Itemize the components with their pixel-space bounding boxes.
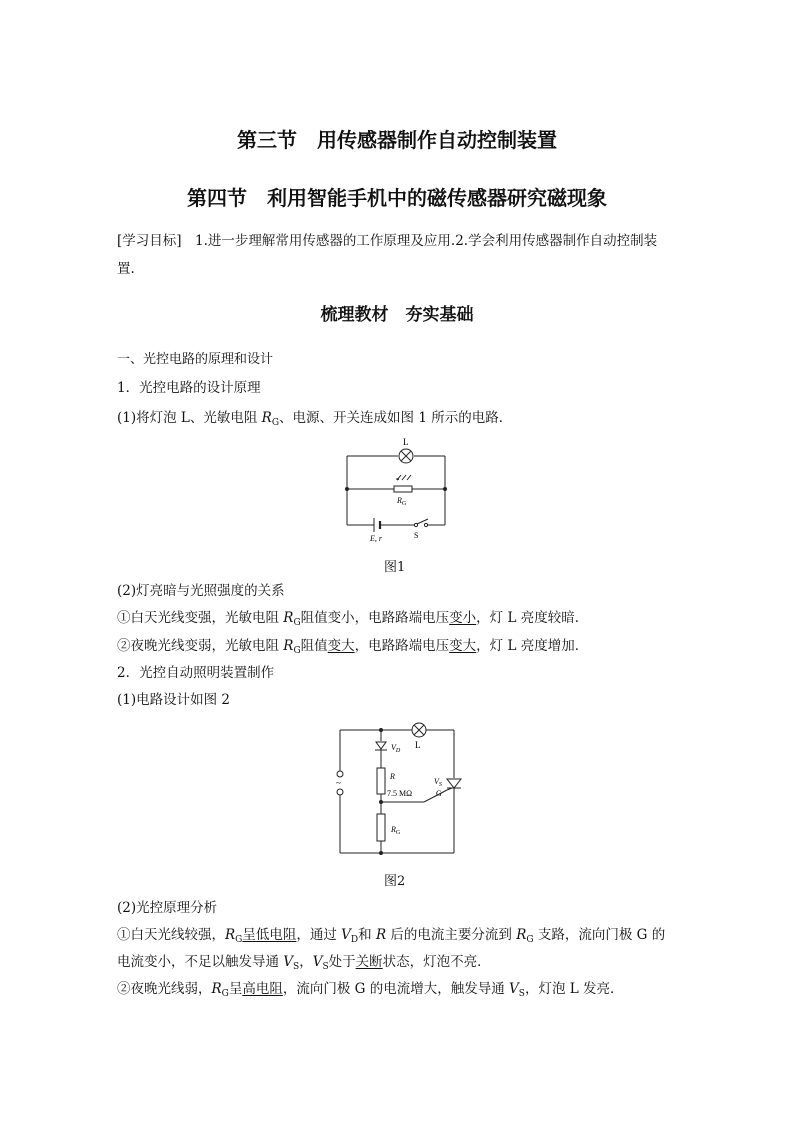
part1-heading: 一、光控电路的原理和设计: [117, 352, 274, 367]
junction-dot: [379, 728, 383, 732]
fig2-gate-label: G: [436, 789, 442, 798]
title-section-3: 第三节 用传感器制作自动控制装置: [237, 128, 557, 152]
lamp-icon: [412, 723, 426, 737]
fig1-switch-label: S: [414, 531, 419, 540]
fig1-lamp-label: L: [403, 437, 409, 447]
junction-dot: [443, 487, 447, 491]
resistor-icon: [377, 768, 385, 794]
junction-dot: [345, 487, 349, 491]
junction-dot: [379, 800, 383, 804]
fig2-thyristor-label: $V_S$: [434, 777, 442, 788]
title-section-4: 第四节 利用智能手机中的磁传感器研究磁现象: [187, 186, 607, 210]
objectives-line-1: [学习目标] 1.进一步理解常用传感器的工作原理及应用.2.学会利用传感器制作自动控制装: [117, 233, 658, 249]
photoresistor-icon: [377, 814, 385, 841]
fig1-resistor-label: $R_G$: [397, 496, 407, 507]
item1-heading: 1．光控电路的设计原理: [117, 380, 261, 396]
objectives-line-2: 置.: [117, 261, 135, 277]
switch-icon: [414, 519, 428, 527]
paragraph-p3: ①白天光线变强，光敏电阻 $R_G$阻值变小，电路路端电压变小，灯 L 亮度较暗．: [117, 610, 589, 628]
battery-icon: [374, 518, 380, 532]
paragraph-p8: 电流变小，不足以触发导通 $V_S$，$V_S$处于关断状态，灯泡不亮．: [117, 954, 491, 972]
section-heading: 梳理教材 夯实基础: [320, 305, 474, 325]
fig2-lamp-label: L: [415, 740, 421, 750]
fig2-resistor-value: 7.5 MΩ: [387, 789, 413, 798]
paragraph-p6: (2)光控原理分析: [117, 900, 218, 916]
photoresistor-icon: [394, 475, 412, 492]
paragraph-p2: (2)灯亮暗与光照强度的关系: [117, 583, 285, 599]
fig2-photoresistor-label: $R_G$: [391, 825, 401, 836]
diode-icon: [375, 742, 387, 750]
fig2-diode-label: $V_D$: [391, 743, 401, 754]
thyristor-icon: [447, 779, 461, 796]
paragraph-p4: ②夜晚光线变弱，光敏电阻 $R_G$阻值变大，电路路端电压变大，灯 L 亮度增加．: [117, 638, 589, 656]
item2-heading: 2．光控自动照明装置制作: [117, 665, 275, 681]
figure-1-circuit: [330, 432, 460, 547]
paragraph-p7: ①白天光线较强，$R_G$呈低电阻，通过 $V_D$和 R 后的电流主要分流到 $R_G$ 支路，流向门极 G 的: [117, 927, 666, 945]
figure-1-caption: 图1: [384, 560, 406, 575]
paragraph-p9: ②夜晚光线弱，$R_G$呈高电阻，流向门极 G 的电流增大，触发导通 $V_S$，灯泡 L 发亮．: [117, 981, 624, 999]
lamp-icon: [399, 449, 413, 463]
fig2-ac-label: ~: [336, 778, 341, 788]
paragraph-p1: (1)将灯泡 L、光敏电阻 $R_G$、电源、开关连成如图 1 所示的电路．: [117, 410, 513, 428]
figure-2-caption: 图2: [384, 874, 406, 889]
junction-dot: [379, 851, 383, 855]
figure-2-circuit: [328, 716, 463, 861]
fig1-battery-label: E, r: [370, 534, 382, 543]
fig2-resistor-label: R: [390, 772, 395, 781]
paragraph-p5: (1)电路设计如图 2: [117, 692, 231, 708]
